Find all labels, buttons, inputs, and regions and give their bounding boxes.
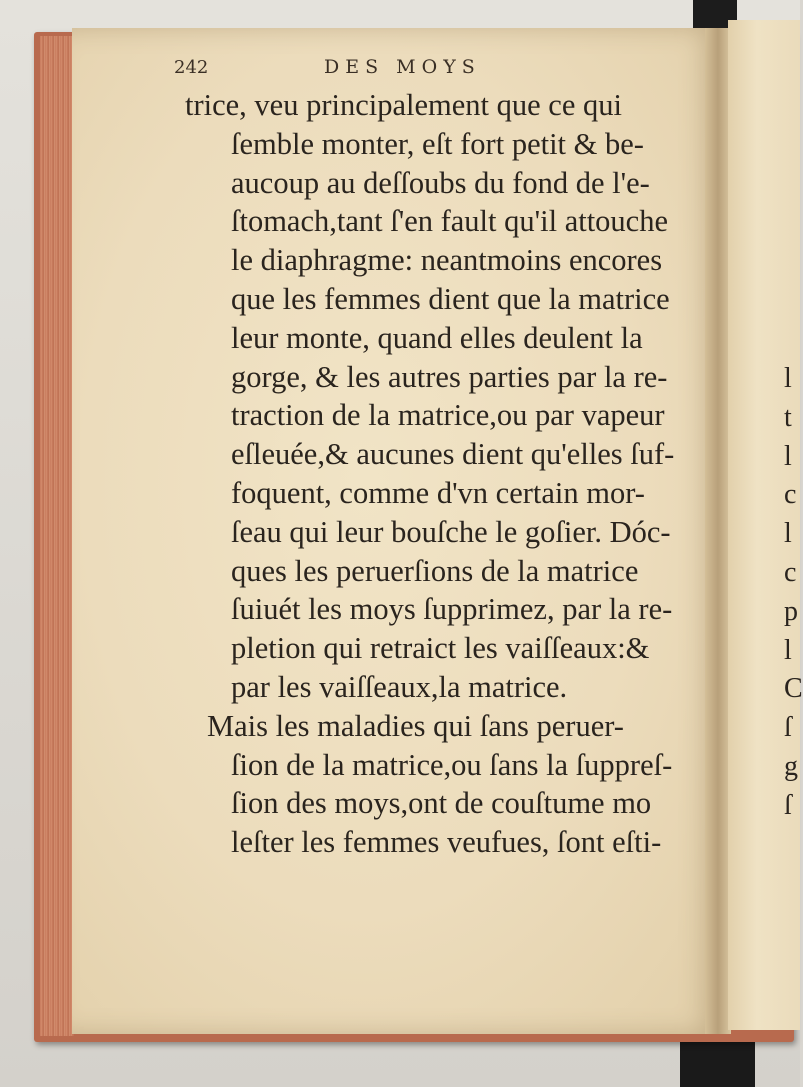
text-line: trice, veu principalement que ce qui xyxy=(185,88,622,122)
text-line: le diaphragme: neantmoins encores xyxy=(231,243,663,278)
page-edges xyxy=(40,36,74,1036)
text-line: ſtomach,tant ſ'en fault qu'il attouche xyxy=(231,204,669,239)
text-line: leſter les femmes veufues, ſont eſti- xyxy=(231,825,662,860)
text-fragment: l xyxy=(784,440,792,472)
text-line: ques les peruerſions de la matrice xyxy=(231,553,639,588)
text-line: ſuiuét les moys ſupprimez, par la re- xyxy=(231,592,673,627)
text-fragment: C xyxy=(784,673,803,705)
text-fragment: g xyxy=(784,750,798,782)
text-fragment: l xyxy=(784,518,792,550)
running-head: DES MOYS xyxy=(324,56,481,78)
text-fragment: ſ xyxy=(784,789,792,821)
text-fragment: p xyxy=(784,595,798,627)
facing-page-text xyxy=(784,360,803,826)
text-line: ſion des moys,ont de couſtume mo xyxy=(231,786,652,821)
text-line: foquent, comme d'vn certain mor- xyxy=(231,475,645,510)
text-fragment: l xyxy=(784,363,792,394)
text-line: leur monte, quand elles deulent la xyxy=(231,320,643,355)
text-line: gorge, & les autres parties par la re- xyxy=(231,359,668,394)
page-header xyxy=(174,56,481,86)
text-line: ſemble monter, eſt fort petit & be- xyxy=(231,126,644,161)
text-line: que les femmes dient que la matrice xyxy=(231,281,670,316)
text-fragment: c xyxy=(784,556,797,588)
page-number: 242 xyxy=(174,57,209,78)
text-fragment: ſ xyxy=(784,712,792,744)
text-line: ſeau qui leur bouſche le goſier. Dóc- xyxy=(231,514,671,549)
text-line: ſion de la matrice,ou ſans la ſuppreſ- xyxy=(231,747,673,782)
text-fragment: t xyxy=(784,401,792,433)
text-fragment: c xyxy=(784,479,797,511)
body-text xyxy=(185,86,675,862)
text-line: pletion qui retraict les vaiſſeaux:& xyxy=(231,631,650,666)
text-line: aucoup au deſſoubs du fond de l'e- xyxy=(231,165,650,200)
text-line: eſleuée,& aucunes dient qu'elles ſuf- xyxy=(231,437,675,472)
text-fragment: l xyxy=(784,634,792,666)
text-line: par les vaiſſeaux,la matrice. xyxy=(231,669,568,704)
text-line: Mais les maladies qui ſans peruer- xyxy=(207,708,624,743)
text-line: traction de la matrice,ou par vapeur xyxy=(231,398,665,433)
